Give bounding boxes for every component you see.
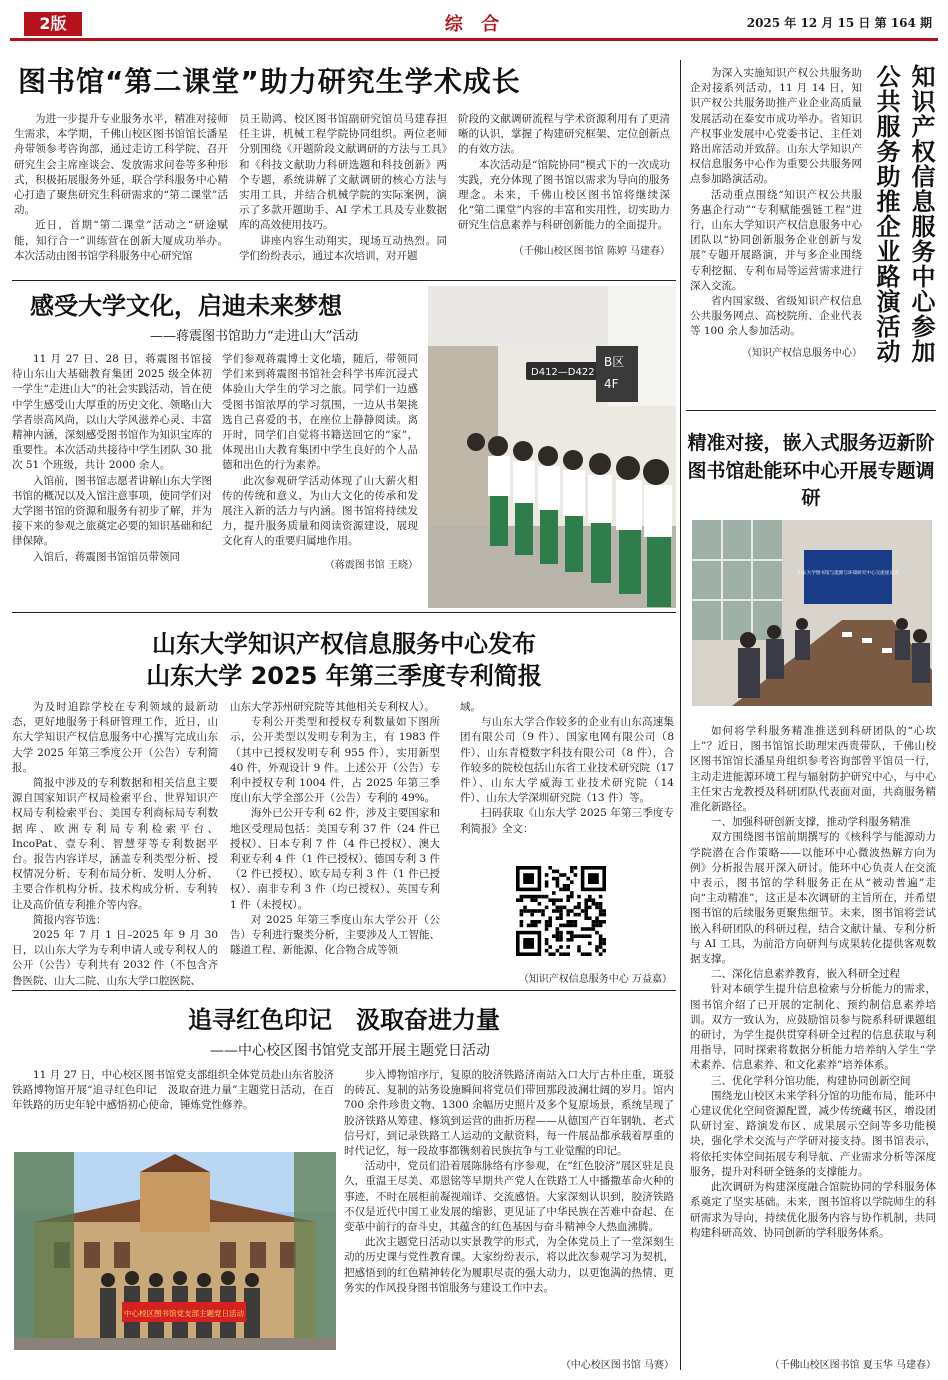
section-heading: 三、优化学科分馆功能，构建协同创新空间 xyxy=(711,1074,911,1087)
paragraph: 围绕龙山校区未来学科分馆的功能布局，能环中心建议优化空间资源配置，减少传统藏书区，增设团队研讨室、路演发布区、成果展示空间等多功能模块，强化学术交流与产学研对接支持。图书馆表示，将依托实体空间拓展专利导航、产业需求分析等深度服务，提升对科研全链条的支撑能力。 xyxy=(690,1089,936,1178)
paragraph: 省内国家级、省级知识产权信息公共服务网点、高校院所、企业代表等 100 余人参加活动。 xyxy=(690,295,862,338)
paragraph: 2025 年 7 月 1 日–2025 年 9 月 30 日，以山东大学为专利申请人或专利权人的公开（公告）专利共有 2032 件（不包含齐鲁医院、山大二院、山东大学口腔医院、 xyxy=(12,929,218,987)
paragraph: 阶段的文献调研流程与学术资源利用有了更清晰的认识，掌握了构建研究框架、定位创新点的有效方法。 xyxy=(458,113,670,156)
meeting-room-photo xyxy=(692,520,932,706)
divider xyxy=(12,990,676,991)
byline: （蒋震图书馆 王晓） xyxy=(324,559,418,571)
article2-title: 感受大学文化，启迪未来梦想 xyxy=(30,292,342,320)
paragraph: 与山东大学合作较多的企业有山东高速集团有限公司（9 件）、国家电网有限公司（8 件）、山东青橙数字科技有限公司（8 件），合作较多的院校包括山东省工业技术研究院（17 件）、山东大学威海工业技术研究院（14 件）、山东大学深圳研究院（13 件）等。 xyxy=(460,716,674,805)
article1-col2 xyxy=(239,112,447,264)
column-divider xyxy=(680,60,681,1370)
edition-badge xyxy=(24,12,82,36)
paragraph: 扫码获取《山东大学 2025 年第三季度专利简报》全文： xyxy=(460,807,674,835)
qr-code-icon xyxy=(516,866,606,956)
article4-title: 追寻红色印记 汲取奋进力量 xyxy=(188,1006,500,1034)
divider xyxy=(12,612,676,613)
article3-col1 xyxy=(12,700,218,989)
side1-title-line1: 知识产权信息服务中心参加 xyxy=(907,64,935,364)
sign-floor: 4F xyxy=(604,377,619,391)
paragraph: 为深入实施知识产权公共服务助企对接系列活动，11 月 14 日，知识产权公共服务助推产业企业高质量发展活动在泰安市成功举办。省知识产权事业发展中心党委书记、主任刘路出席活动并致辞。山东大学知识产权信息服务中心作为重要公共服务网点参加路演活动。 xyxy=(690,67,862,186)
banner-text: 中心校区图书馆党支部主题党日活动 xyxy=(124,1309,244,1318)
byline: （知识产权信息服务中心 万益嘉） xyxy=(518,974,672,985)
section-heading: 二、深化信息素养教育，嵌入科研全过程 xyxy=(711,968,900,981)
paragraph: 简报内容节选： xyxy=(33,913,107,926)
paragraph: 讲座内容生动翔实，现场互动热烈。同学们纷纷表示，通过本次培训，对开题 xyxy=(239,234,447,262)
article3-title-line1: 山东大学知识产权信息服务中心发布 xyxy=(152,630,536,658)
byline: （知识产权信息服务中心） xyxy=(742,347,862,359)
side2-col xyxy=(690,724,936,1241)
library-visit-photo xyxy=(428,286,676,608)
paragraph: 11 月 27 日、28 日，蒋震图书馆接待山东山大基础教育集团 2025 级全体初一学生“走进山大”的社会实践活动，旨在使中学生感受山大厚重的历史文化、领略山大学者崇高风尚，以山大学风滋养心灵、丰富精神内涵，深刻感受图书馆作为知识宝库的重要性。本次活动共接待中学生团队 30 批次 51 个班级，共计 2000 余人。 xyxy=(12,353,212,472)
paragraph: 海外已公开专利 62 件，涉及主要国家和地区受理局包括：美国专利 37 件（24 件已授权）、日本专利 7 件（4 件已授权）、澳大利亚专利 4 件（1 件已授权）、德国专利 3 件（2 件已授权）、欧专局专利 3 件（1 件已授权）、南非专利 3 件（均已授权）、英国专利 1 件（未授权）。 xyxy=(230,807,440,911)
section-heading: 一、加强科研创新支撑，推动学科服务精准 xyxy=(711,816,911,829)
paragraph: 本次活动是“馆院协同”模式下的一次成功实践，充分体现了图书馆以需求为导向的服务理念。未来，千佛山校区图书馆将继续深化“第二课堂”内容的丰富和实用性，切实助力研究生信息素养与科研创新能力的全面提升。 xyxy=(458,158,670,232)
byline: （千佛山校区图书馆 夏玉华 马建春） xyxy=(769,1360,936,1371)
paragraph: 此次调研为构建深度融合馆院协同的学科服务体系奠定了坚实基础。未来，图书馆将以学院师生的科研需求为导向，持续优化服务内容与协作机制，共同构建科研高效、协同创新的学科服务体系。 xyxy=(690,1181,936,1239)
masthead-rule xyxy=(10,38,938,41)
sign-room-range: D412—D422 xyxy=(531,367,595,378)
article2-col2 xyxy=(222,352,418,571)
side2-title-line1: 精准对接，嵌入式服务迈新阶 xyxy=(687,432,935,454)
paragraph: 简报中涉及的专利数据和相关信息主要源自国家知识产权局检索平台、世界知识产权局专利检索平台、美国专利商标局专利数据库、欧洲专利局专利检索平台、IncoPat、壹专利、智慧芽等专利数据平台。报告内容详尽，涵盖专利类型分析、授权情况分析、专利布局分析、发明人分析、主要合作机构分析、技术构成分析、专利转让及高价值专利推介等内容。 xyxy=(12,777,218,911)
paragraph: 此次参观研学活动体现了山大薪火相传的传统和意义，为山大文化的传承和发展注入新的活力与内涵。图书馆将持续发力，提升服务质量和阅读资源建设，展现文化育人的重要归属地作用。 xyxy=(222,474,418,548)
article3-col2 xyxy=(230,700,440,958)
paragraph: 如何将学科服务精准推送到科研团队的“心坎上”？近日，图书馆馆长助理宋西贵带队，千佛山校区图书馆馆长潘星舟组织参考咨询部曾平馆员一行，主动走进能源环境工程与辐射防护研究中心，与中心主任宋古龙教授及科研团队代表面对面，共商服务精准化新路径。 xyxy=(690,725,936,814)
paragraph: 为进一步提升专业服务水平，精准对接师生需求，本学期，千佛山校区图书馆馆长潘星舟带领参考咨询部，通过走访工科学院、召开研究生会主席座谈会、发放需求问卷等多种形式，积极拓展服务外延，联合学科服务中心精心打造了聚焦研究生科研需求的“第二课堂”活动。 xyxy=(14,113,228,217)
article3-col3 xyxy=(460,700,674,837)
paragraph: 对 2025 年第三季度山东大学公开（公告）专利进行聚类分析，主要涉及人工智能、隧道工程、新能源、化合物合成等领 xyxy=(230,913,440,957)
article4-col2 xyxy=(344,1068,674,1296)
article3-title-line2: 山东大学 2025 年第三季度专利简报 xyxy=(146,662,542,690)
library-visit-image xyxy=(428,286,676,608)
paragraph: 步入博物馆序厅，复原的胶济铁路济南站入口大厅古朴庄重，斑驳的砖瓦、复制的站务设施瞬间将党员们带回那段波澜壮阔的岁月。馆内 700 余件珍贵文物、1300 余幅历史照片及多个复原场景，系统呈现了胶济铁路从筹建、修筑到运营的曲折历程——从德国产百年钢轨、老式信号灯，到记录铁路工人运动的文献资料，每一件展品都承载着厚重的时代记忆，每一段故事都镌刻着民族抗争与工业觉醒的印记。 xyxy=(344,1069,674,1158)
museum-group-photo xyxy=(14,1152,336,1350)
side1-col xyxy=(690,66,862,359)
paragraph: 山东大学苏州研究院等其他相关专利权人）。 xyxy=(230,701,435,713)
paragraph: 学们参观蒋震博士文化墙，随后，带领同学们来到蒋震图书馆社会科学书库沉浸式体验山大学生的学习之旅。同学们一边感受图书馆浓厚的学习氛围，一边从书架挑选自己喜爱的书，在座位上静静阅读。离开时，同学们自觉将书籍送回它的“家”，体现出山大教育集团中学生良好的个人品德和出色的行为素养。 xyxy=(222,353,418,472)
divider xyxy=(12,280,676,281)
paragraph: 针对本硕学生提升信息检索与分析能力的需求，图书馆介绍了已开展的定制化、预约制信息素养培训。双方一致认为，应鼓励馆员参与院系科研课题组的研讨，为学生提供贯穿科研全过程的信息获取与利用指导，同时探索将数据分析能力培养纳入学生“学术素养、信息素养、和文化素养”培养体系。 xyxy=(690,983,936,1072)
byline: （中心校区图书馆 马赛） xyxy=(560,1360,674,1371)
paragraph: 为及时追踪学校在专利领域的最新动态，更好地服务于科研管理工作，近日，山东大学知识产权信息服务中心撰写完成山东大学 2025 年第三季度公开（公告）专利简报。 xyxy=(12,701,218,774)
sign-zone: B区 xyxy=(604,355,625,369)
article2-subtitle: ——蒋震图书馆助力“走进山大”活动 xyxy=(150,329,359,344)
paragraph: 入馆后，蒋震图书馆馆员带领同 xyxy=(33,550,180,563)
paragraph: 域。 xyxy=(460,701,481,713)
byline: （千佛山校区图书馆 陈婷 马建春） xyxy=(513,245,670,257)
article1-title: 图书馆“第二课堂”助力研究生学术成长 xyxy=(18,65,521,98)
paragraph: 此次主题党日活动以实景教学的形式，为全体党员上了一堂深刻生动的历史课与党性教育课。大家纷纷表示，将以此次参观学习为契机，把感悟到的红色精神转化为履职尽责的强大动力，以更饱满的热情、更务实的作风投身图书馆服务与建设工作中去。 xyxy=(344,1236,674,1294)
article2-col1 xyxy=(12,352,212,565)
paragraph: 入馆前，图书馆志愿者讲解山东大学图书馆的概况以及入馆注意事项，使同学们对大学图书馆的资源和服务有初步了解，并为接下来的参观之旅奠定必要的知识基础和纪律保障。 xyxy=(12,474,212,548)
meeting-room-image xyxy=(692,520,932,706)
article4-subtitle: ——中心校区图书馆党支部开展主题党日活动 xyxy=(210,1043,490,1059)
qr-code[interactable] xyxy=(516,866,606,956)
paragraph: 近日，首期“第二课堂”活动之“研途赋能，知行合一”训练营在创新大厦成功举办。本次活动由图书馆学科服务中心研究馆 xyxy=(14,219,228,262)
section-title: 综 合 xyxy=(444,14,506,35)
divider xyxy=(686,410,936,411)
edition-label: 2版 xyxy=(39,14,67,33)
projection-screen-text: 山东大学图书馆与能源与环境研究中心交流座谈会 xyxy=(797,571,899,576)
paragraph: 11 月 27 日，中心校区图书馆党支部组织全体党员赴山东省胶济铁路博物馆开展“追寻红色印记 汲取奋进力量”主题党日活动，在百年铁路的历史年轮中感悟初心使命，锤炼党性修养。 xyxy=(12,1069,334,1112)
paragraph: 双方围绕图书馆前期撰写的《核科学与能源动力学院潜在合作策略——以能环中心微波热解方向为例》分析报告展开深入研讨。能环中心负责人在交流中表示，图书馆的学科服务正在从“被动普遍”走向“主动精准”，这正是本次调研的主旨所在，并希望图书馆的后续服务更聚焦细节。未来，图书馆将尝试嵌入科研团队的科研过程，结合文献计量、专利分析与 AI 工具，为前沿方向研判与成果转化提供客观数据支撑。 xyxy=(690,831,936,966)
side1-title-line2: 公共服务助推企业路演活动 xyxy=(872,64,900,364)
side2-title-line2: 图书馆赴能环中心开展专题调研 xyxy=(687,460,935,509)
article4-col1 xyxy=(12,1068,334,1114)
paragraph: 专利公开类型和授权专利数量如下图所示，公开类型以发明专利为主，有 1983 件（其中已授权发明专利 955 件），实用新型 40 件，外观设计 9 件。上述公开（公告）专利中授权专利 1004 件，占 2025 年第三季度山东大学全部公开（公告）专利的 49%。 xyxy=(230,716,440,805)
museum-group-image xyxy=(14,1152,336,1350)
article1-col3 xyxy=(458,112,670,257)
issue-date: 2025 年 12 月 15 日 第 164 期 xyxy=(746,16,932,30)
paragraph: 员王勋鸿、校区图书馆副研究馆员马建春担任主讲，机械工程学院协同组织。两位老师分别围绕《开题阶段文献调研的方法与工具》和《科技文献助力科研选题和科技创新》两个专题，系统讲解了文献调研的核心方法与实用工具，并结合机械学院的实际案例，演示了多款开题助手、AI 学术工具及专业数据库的高效使用技巧。 xyxy=(239,113,447,232)
paragraph: 活动重点围绕“知识产权公共服务惠企行动”“专利赋能强链工程”进行，山东大学知识产权信息服务中心团队以“协同创新服务企业创新与发展”专题开展路演，并与多企业围绕专利挖掘、专利布局等运营需求进行深入交流。 xyxy=(690,188,862,292)
article1-col1 xyxy=(14,112,228,264)
paragraph: 活动中，党员们沿着展陈脉络有序参观，在“红色胶济”展区驻足良久，重温王尽美、邓恩铭等早期共产党人在铁路工人中播撒革命火种的事迹，不时在展柜前凝视端详、交流感悟。大家深刻认识到，胶济铁路不仅是近代中国工业发展的缩影，更见证了中华民族在苦难中奋起、在变革中前行的奋斗史，其蕴含的红色基因与奋斗精神令人热血沸腾。 xyxy=(344,1160,674,1234)
